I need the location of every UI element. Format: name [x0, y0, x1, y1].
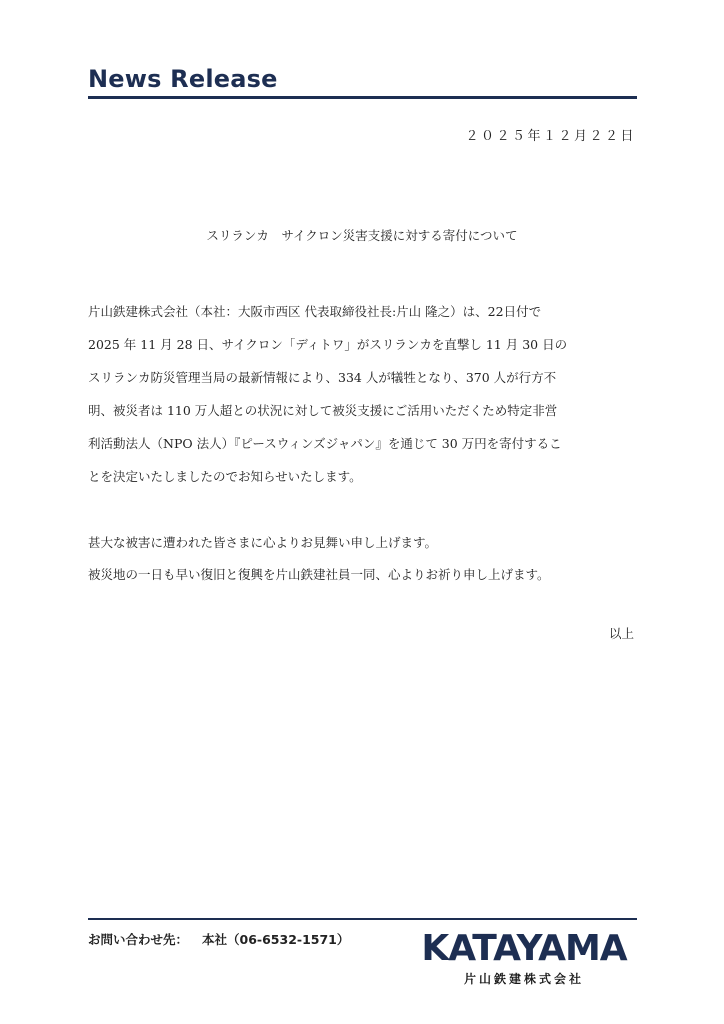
company-logo: [412, 924, 637, 990]
body-line: 2025 年 11 月 28 日、サイクロン「ディトワ」がスリランカを直撃し 11 月 30 日の: [88, 337, 568, 352]
body-line: 被災地の一日も早い復旧と復興を片山鉄建社員一同、心よりお祈り申し上げます。: [88, 567, 550, 582]
release-date: ２０２５年１２月２２日: [465, 129, 636, 144]
body-line: 片山鉄建株式会社（本社：大阪市西区 代表取締役社長:片山 隆之）は、22日付で: [88, 304, 542, 319]
contact-phone: 本社（06-6532-1571）: [202, 932, 350, 947]
logo-wordmark-text: KATAYAMA: [421, 928, 627, 969]
body-line: 利活動法人（NPO 法人）『ピースウィンズジャパン』を通じて 30 万円を寄付するこ: [88, 436, 562, 451]
contact-label: お問い合わせ先：: [88, 932, 189, 947]
closing-remark: 以上: [608, 626, 634, 641]
body-line: とを決定いたしましたのでお知らせいたします。: [88, 469, 362, 484]
body-line: スリランカ防災管理当局の最新情報により、334 人が犠牲となり、370 人が行方不: [88, 370, 557, 385]
news-release-title: News Release: [88, 65, 278, 93]
subject-line: スリランカ サイクロン災害支援に対する寄付について: [206, 228, 518, 243]
footer-divider: [88, 918, 637, 920]
logo-company-name: 片山鉄建株式会社: [464, 972, 585, 986]
body-line: 明、被災者は 110 万人超との状況に対して被災支援にご活用いただくため特定非営: [88, 403, 558, 418]
contact-info: [88, 931, 349, 949]
katayama-wordmark-logo: [412, 924, 637, 970]
header-divider: [88, 96, 637, 99]
body-line: 甚大な被害に遭われた皆さまに心よりお見舞い申し上げます。: [88, 535, 438, 550]
